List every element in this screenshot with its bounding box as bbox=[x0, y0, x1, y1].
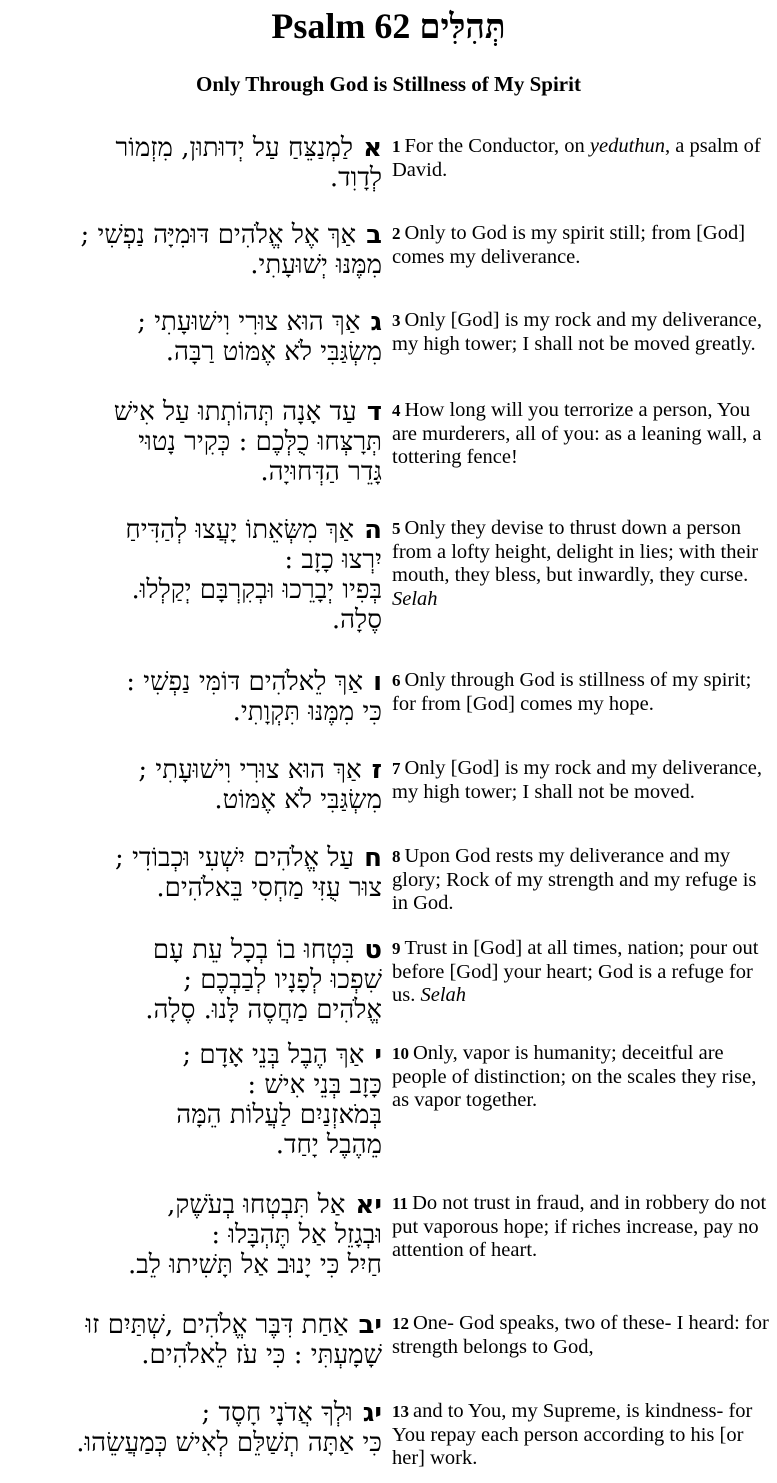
hebrew-verse-number: ד bbox=[366, 397, 382, 427]
english-translation bbox=[392, 937, 770, 1008]
hebrew-line bbox=[6, 163, 382, 193]
hebrew-line bbox=[6, 1220, 382, 1250]
hebrew-line-text: אֱלֹהִים מַחֲסֶה לָּנוּ. סֶלָה. bbox=[145, 995, 382, 1025]
english-text: Upon God rests my deliverance and my glory; Rock of my strength and my refuge is in God. bbox=[392, 845, 757, 914]
english-text: Only through God is stillness of my spirit; for from [God] comes my hope. bbox=[392, 669, 752, 715]
hebrew-verse-number: י bbox=[374, 1040, 382, 1070]
hebrew-line-text: בִּטְחוּ בוֹ בְכָל עֵת עָם bbox=[152, 935, 355, 965]
english-translation bbox=[392, 1192, 770, 1263]
hebrew-line bbox=[6, 545, 382, 575]
hebrew-line-text: אַל תִּבְטְחוּ בְעֹשֶׁק, bbox=[167, 1190, 346, 1220]
english-text: Only they devise to thrust down a person from a lofty height, delight in lies; with their mouth, they bless, but inwardly, they curse. bbox=[392, 517, 759, 586]
hebrew-line-text: בְּמֹאזְנַיִם לַעֲלוֹת הֵמָּה bbox=[176, 1100, 382, 1130]
hebrew-text bbox=[6, 397, 382, 487]
english-italic-text: Selah bbox=[392, 587, 438, 610]
english-text: Only to God is my spirit still; from [God] comes my deliverance. bbox=[392, 222, 746, 268]
hebrew-line bbox=[6, 220, 382, 250]
title-english: Psalm 62 bbox=[271, 6, 411, 46]
english-translation bbox=[392, 399, 770, 470]
english-translation bbox=[392, 135, 770, 182]
hebrew-line-text: סֶלָה. bbox=[331, 605, 382, 635]
hebrew-line-text: תְּרָצְּחוּ כֻלְּכֶם : כְּקִיר נָטוּי bbox=[138, 427, 382, 457]
english-verse-number: 9 bbox=[392, 939, 401, 958]
hebrew-line bbox=[6, 457, 382, 487]
hebrew-line bbox=[6, 755, 382, 785]
hebrew-line bbox=[6, 697, 382, 727]
english-translation bbox=[392, 845, 770, 916]
hebrew-text bbox=[6, 1398, 382, 1458]
hebrew-line bbox=[6, 995, 382, 1025]
english-verse-number: 5 bbox=[392, 519, 401, 538]
english-verse-number: 1 bbox=[392, 137, 401, 156]
hebrew-verse-number: ה bbox=[364, 515, 382, 545]
english-verse-number: 4 bbox=[392, 401, 401, 420]
hebrew-line-text: כִּי מִמֶּנּוּ תִּקְוָתִי. bbox=[232, 697, 382, 727]
hebrew-verse-number: ב bbox=[366, 220, 382, 250]
english-verse-number: 2 bbox=[392, 224, 401, 243]
hebrew-line-text: צוּר עֻזִּי מַחְסִי בֵּאלֹהִים. bbox=[156, 873, 382, 903]
english-translation bbox=[392, 517, 770, 611]
hebrew-line-text: אַךְ הֶבֶל בְּנֵי אָדָם ; bbox=[182, 1040, 365, 1070]
hebrew-verse-number: יג bbox=[362, 1398, 382, 1428]
hebrew-text bbox=[6, 1040, 382, 1160]
hebrew-verse-number: יב bbox=[358, 1310, 382, 1340]
hebrew-line-text: מֵהֶבֶל יָחַד. bbox=[275, 1130, 382, 1160]
hebrew-line-text: אַךְ לֵאלֹהִים דּוֹמִּי נַפְשִׁי : bbox=[126, 667, 364, 697]
english-text: and to You, my Supreme, is kindness- for You repay each person according to his [or her] work. bbox=[392, 1400, 753, 1469]
english-text: For the Conductor, on bbox=[404, 135, 590, 157]
hebrew-line bbox=[6, 397, 382, 427]
english-verse-number: 8 bbox=[392, 847, 401, 866]
hebrew-line bbox=[6, 935, 382, 965]
hebrew-line bbox=[6, 515, 382, 545]
english-translation bbox=[392, 222, 770, 269]
english-text: Only, vapor is humanity; deceitful are people of distinction; on the scales they rise, as vapor together. bbox=[392, 1042, 757, 1111]
hebrew-text bbox=[6, 220, 382, 280]
hebrew-line-text: לַמְנַצֵּחַ עַל יְדוּתוּן, מִזְמוֹר bbox=[115, 133, 354, 163]
hebrew-line bbox=[6, 250, 382, 280]
hebrew-line bbox=[6, 1040, 382, 1070]
hebrew-text bbox=[6, 1310, 382, 1370]
hebrew-text bbox=[6, 133, 382, 193]
hebrew-line-text: אַחַת דִּבֶּר אֱלֹהִים ,שְׁתַּיִם זוּ bbox=[85, 1310, 349, 1340]
title-hebrew: תְּהִלִּים bbox=[419, 7, 506, 47]
hebrew-line-text: גָּדֵר הַדְּחוּיָה. bbox=[260, 457, 382, 487]
hebrew-verse-number: ג bbox=[370, 307, 382, 337]
hebrew-line-text: אַךְ אֶל אֱלֹהִים דּוּמִיָּה נַפְשִׁי ; bbox=[80, 220, 357, 250]
hebrew-verse-number: ח bbox=[364, 843, 382, 873]
hebrew-line bbox=[6, 1250, 382, 1280]
english-translation bbox=[392, 1042, 770, 1113]
english-italic-text: yeduthun bbox=[589, 135, 666, 157]
hebrew-line-text: אַךְ מִשְּׂאֵתוֹ יָעֲצוּ לְהַדִּיחַ bbox=[125, 515, 355, 545]
hebrew-line bbox=[6, 1130, 382, 1160]
hebrew-line bbox=[6, 1428, 382, 1458]
english-text: One- God speaks, two of these- I heard: for strength belongs to God, bbox=[392, 1312, 769, 1358]
hebrew-line-text: כִּי אַתָּה תְשַׁלֵּם לְאִישׁ כְּמַעֲשֵׂהוּ. bbox=[76, 1428, 382, 1458]
hebrew-line-text: אַךְ הוּא צוּרִי וִישׁוּעָתִי ; bbox=[138, 755, 362, 785]
hebrew-line-text: מִשְׂגַּבִּי לֹא אֶמּוֹט. bbox=[214, 785, 382, 815]
english-text: Trust in [God] at all times, nation; pour out before [God] your heart; God is a refuge for us. bbox=[392, 937, 759, 1006]
hebrew-line-text: שִׁפְכוּ לְפָנָיו לְבַבְכֶם ; bbox=[183, 965, 382, 995]
english-text-tail: , a psalm of David. bbox=[392, 135, 761, 181]
hebrew-text bbox=[6, 755, 382, 815]
hebrew-text bbox=[6, 515, 382, 635]
hebrew-line-text: וּלְךָ אֲדֹנָי חָסֶד ; bbox=[201, 1398, 353, 1428]
hebrew-line bbox=[6, 605, 382, 635]
hebrew-text bbox=[6, 935, 382, 1025]
hebrew-line bbox=[6, 575, 382, 605]
english-verse-number: 13 bbox=[392, 1402, 409, 1421]
english-translation bbox=[392, 309, 770, 356]
hebrew-line bbox=[6, 337, 382, 367]
english-italic-text: Selah bbox=[420, 984, 467, 1006]
english-translation bbox=[392, 1400, 770, 1471]
hebrew-line bbox=[6, 1310, 382, 1340]
english-verse-number: 6 bbox=[392, 671, 401, 690]
english-text: Only [God] is my rock and my deliverance, my high tower; I shall not be moved. bbox=[392, 757, 763, 803]
hebrew-text bbox=[6, 667, 382, 727]
hebrew-line bbox=[6, 667, 382, 697]
page-subtitle: Only Through God is Stillness of My Spirit bbox=[196, 72, 581, 96]
hebrew-line bbox=[6, 965, 382, 995]
hebrew-text bbox=[6, 843, 382, 903]
hebrew-line bbox=[6, 1398, 382, 1428]
english-verse-number: 7 bbox=[392, 759, 401, 778]
english-text: Do not trust in fraud, and in robbery do not put vaporous hope; if riches increase, pay no attention of heart. bbox=[392, 1192, 767, 1261]
english-verse-number: 10 bbox=[392, 1044, 409, 1063]
english-translation bbox=[392, 669, 770, 716]
hebrew-line-text: וּבְגָזֵל אַל תֶּהְבָּלוּ : bbox=[211, 1220, 382, 1250]
hebrew-line-text: עַל אֱלֹהִים יִשְׁעִי וּכְבוֹדִי ; bbox=[115, 843, 355, 873]
hebrew-line-text: מִשְׂגַּבִּי לֹא אֶמּוֹט רַבָּה. bbox=[165, 337, 382, 367]
hebrew-line-text: שָׁמָעְתִּי : כִּי עֹז לֵאלֹהִים. bbox=[141, 1340, 382, 1370]
hebrew-line bbox=[6, 873, 382, 903]
page-title bbox=[0, 4, 777, 49]
hebrew-line bbox=[6, 1340, 382, 1370]
hebrew-text bbox=[6, 1190, 382, 1280]
english-translation bbox=[392, 1312, 770, 1359]
hebrew-line bbox=[6, 1070, 382, 1100]
english-verse-number: 12 bbox=[392, 1314, 409, 1333]
english-verse-number: 3 bbox=[392, 311, 401, 330]
hebrew-line-text: מִמֶּנּוּ יְשׁוּעָתִי. bbox=[250, 250, 382, 280]
hebrew-verse-number: ז bbox=[371, 755, 382, 785]
hebrew-line bbox=[6, 785, 382, 815]
english-verse-number: 11 bbox=[392, 1194, 409, 1213]
hebrew-line-text: יִרְצוּ כָזָב : bbox=[284, 545, 382, 575]
english-text: Only [God] is my rock and my deliverance, my high tower; I shall not be moved greatly. bbox=[392, 309, 763, 355]
hebrew-line bbox=[6, 307, 382, 337]
hebrew-line bbox=[6, 843, 382, 873]
hebrew-line-text: אַךְ הוּא צוּרִי וִישׁוּעָתִי ; bbox=[137, 307, 361, 337]
hebrew-line bbox=[6, 1100, 382, 1130]
hebrew-line-text: בְּפִיו יְבָרֵכוּ וּבְקִרְבָּם יְקַלְלוּ. bbox=[131, 575, 382, 605]
hebrew-line-text: כָּזָב בְּנֵי אִישׁ : bbox=[247, 1070, 382, 1100]
hebrew-line-text: חַיִל כִּי יָנוּב אַל תָּשִׁיתוּ לֵב. bbox=[128, 1250, 382, 1280]
english-translation bbox=[392, 757, 770, 804]
english-text: How long will you terrorize a person, You are murderers, all of you: as a leaning wall, a tottering fence! bbox=[392, 399, 762, 468]
hebrew-verse-number: ט bbox=[364, 935, 382, 965]
hebrew-line bbox=[6, 133, 382, 163]
hebrew-verse-number: א bbox=[363, 133, 382, 163]
hebrew-line-text: עַד אָנָה תְּהוֹתְתוּ עַל אִישׁ bbox=[113, 397, 357, 427]
hebrew-verse-number: ו bbox=[373, 667, 382, 697]
hebrew-line bbox=[6, 427, 382, 457]
hebrew-line-text: לְדָוִד. bbox=[329, 163, 382, 193]
hebrew-text bbox=[6, 307, 382, 367]
hebrew-line bbox=[6, 1190, 382, 1220]
hebrew-verse-number: יא bbox=[355, 1190, 382, 1220]
